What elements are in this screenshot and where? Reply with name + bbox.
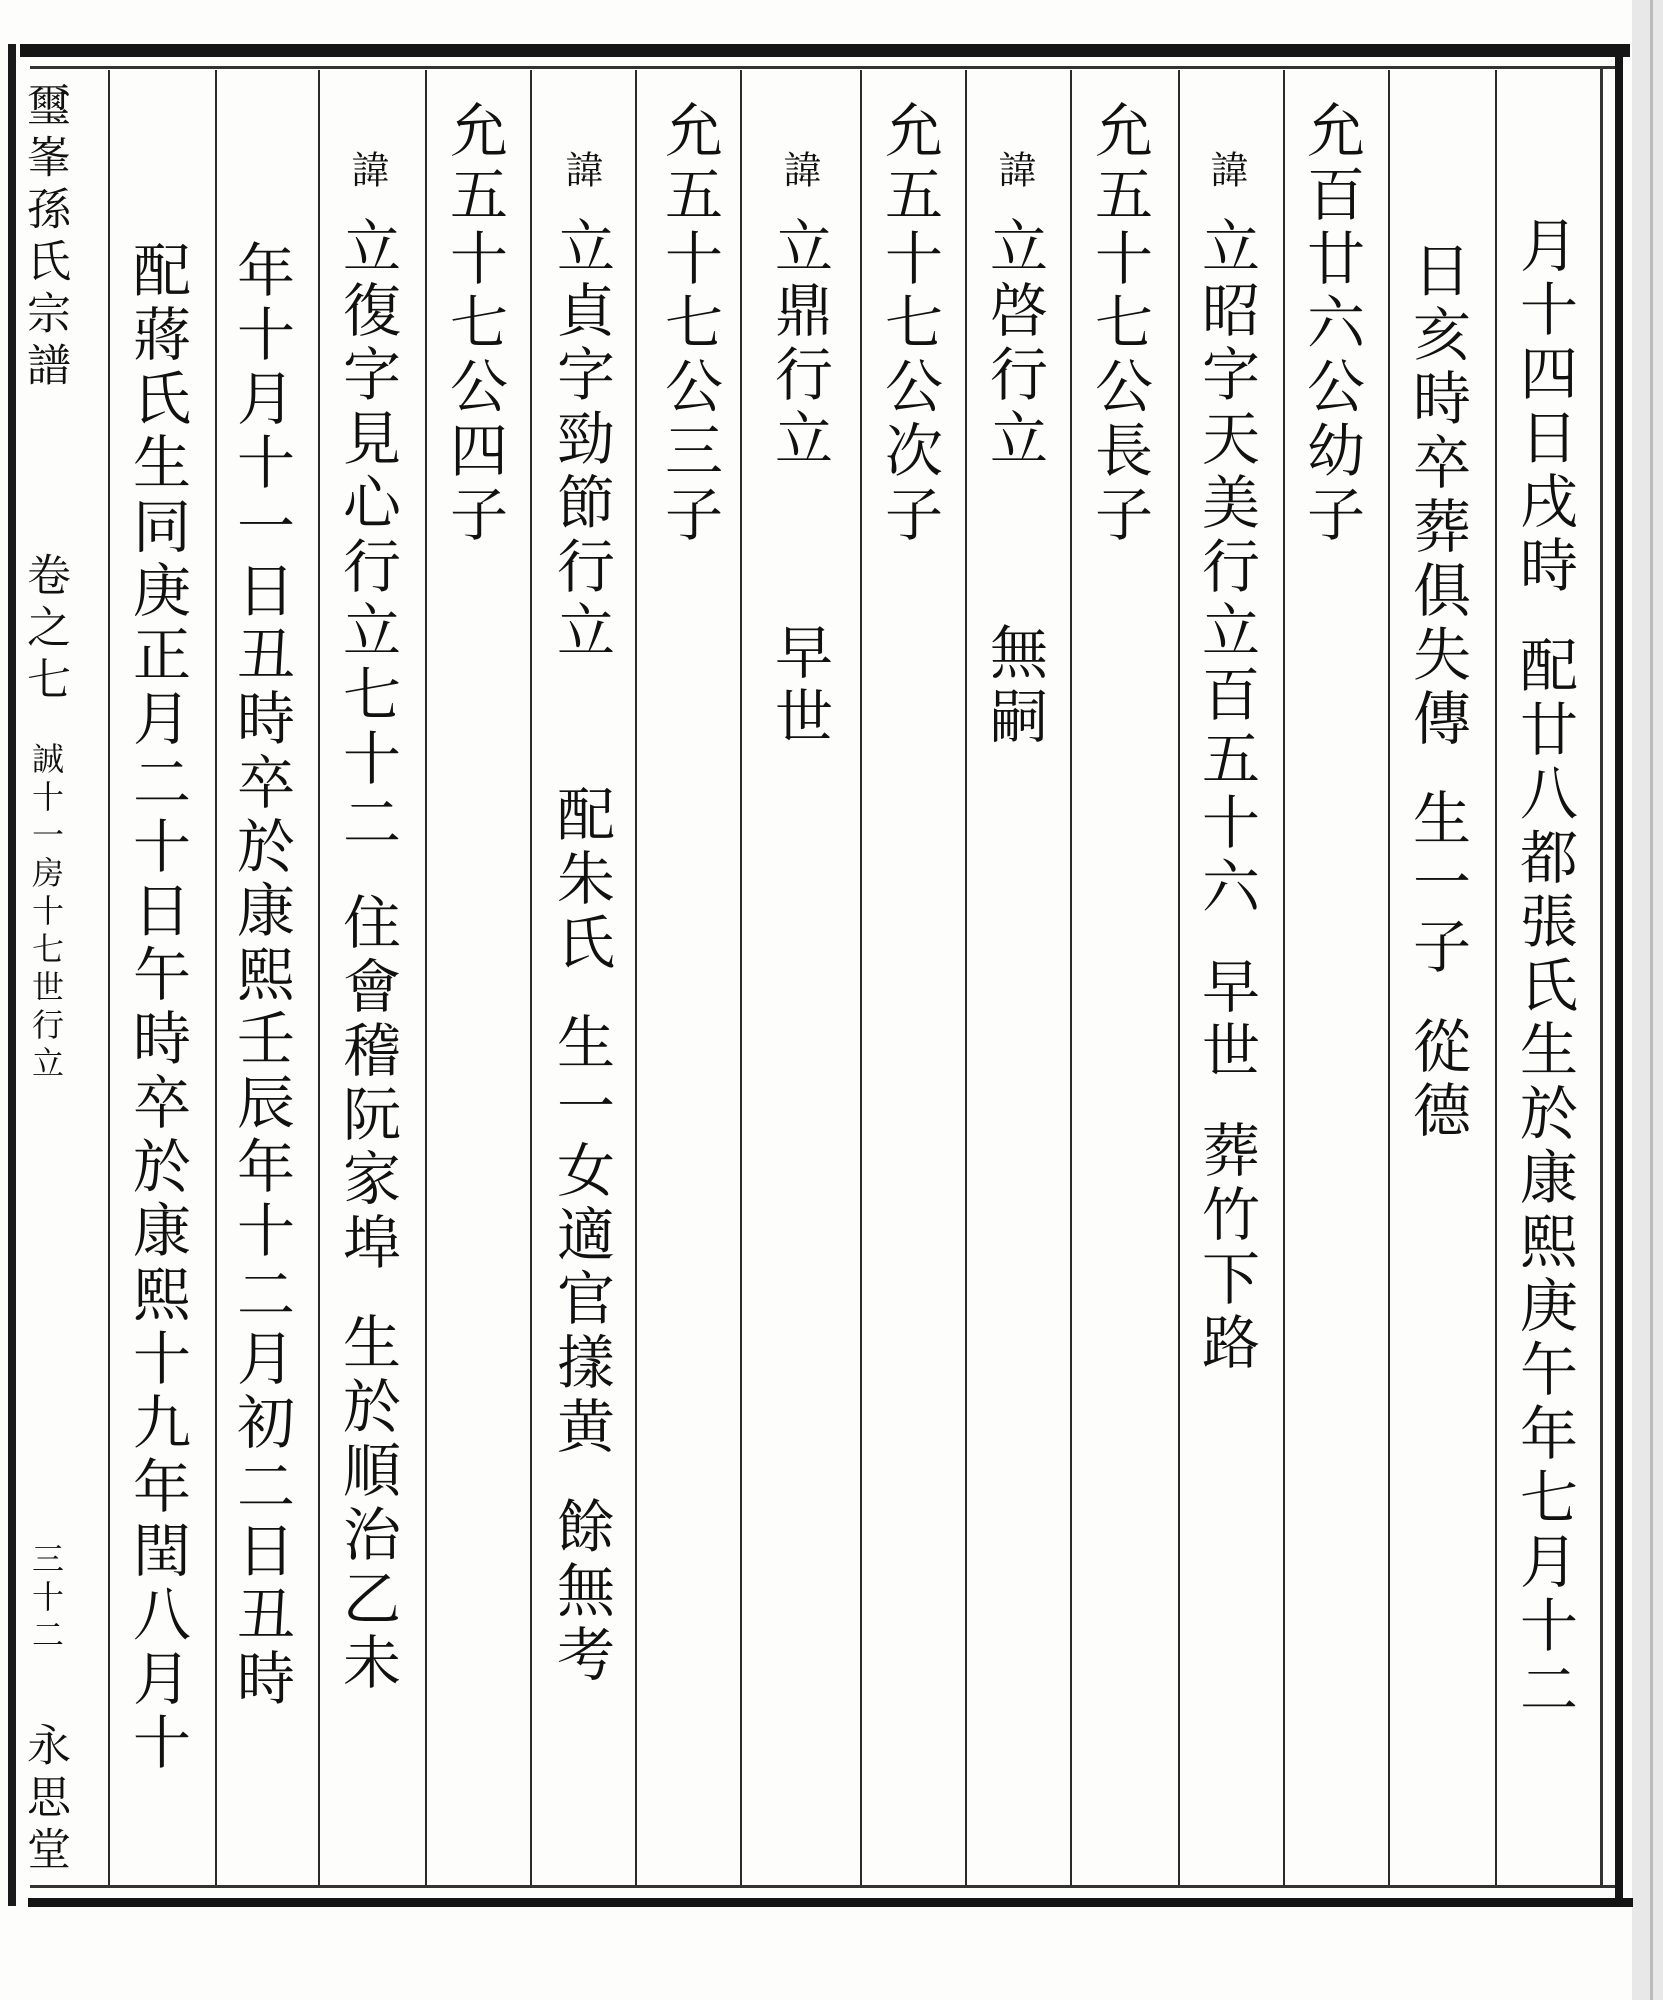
text-segment: 從德 (1403, 1016, 1471, 1144)
text-column-13: 年十月十一日丑時卒於康熙壬辰年十二月初二日丑時 (227, 240, 295, 1712)
frame-bottom-border (28, 1898, 1633, 1907)
text-column-5: 允五十七公長子 (1085, 100, 1153, 548)
margin-title: 璽峯孫氏宗譜 (19, 82, 70, 394)
column-rule (425, 70, 427, 1885)
column-rule (1495, 70, 1497, 1885)
taboo-name-marker: 諱 (992, 150, 1036, 202)
text-segment: 字天美行立百五十六 (1192, 344, 1260, 920)
text-segment: 無嗣 (980, 622, 1048, 750)
text-segment: 立復 (333, 216, 401, 344)
taboo-name-marker: 諱 (345, 150, 389, 202)
column-rule (635, 70, 637, 1885)
column-rule (318, 70, 320, 1885)
text-segment: 餘無考 (547, 1496, 615, 1688)
text-segment: 早世 (765, 622, 833, 750)
frame-left-border (8, 44, 16, 1906)
text-column-3: 允百廿六公幼子 (1297, 100, 1365, 548)
frame-right-inner-border (1600, 66, 1603, 1886)
frame-right-border (1615, 44, 1623, 1906)
text-segment: 字勁節行立 (547, 344, 615, 664)
text-segment: 葬竹下路 (1192, 1120, 1260, 1376)
frame-bottom-inner-border (30, 1885, 1620, 1888)
text-column-4 (1192, 150, 1260, 1376)
margin-hall-name: 永思堂 (19, 1722, 70, 1878)
text-segment: 立啓行立 (980, 216, 1048, 472)
margin-strip (18, 82, 78, 1887)
column-rule (740, 70, 742, 1885)
text-segment: 生一子 (1403, 788, 1471, 980)
text-segment: 住會稽阮家埠 (333, 892, 401, 1276)
text-column-11: 允五十七公四子 (440, 100, 508, 548)
margin-page-number: 三十二 (27, 1542, 65, 1656)
text-segment: 立昭 (1192, 216, 1260, 344)
taboo-name-marker: 諱 (1204, 150, 1248, 202)
text-column-2 (1403, 240, 1471, 1144)
text-column-9: 允五十七公三子 (655, 100, 723, 548)
text-segment: 立鼎行立 (765, 216, 833, 472)
column-rule (965, 70, 967, 1885)
frame-top-inner-border (30, 66, 1620, 69)
text-column-12 (333, 150, 401, 1696)
margin-volume: 卷之七 (19, 552, 70, 708)
text-segment: 配廿八都張氏生於康熙庚午年七月十二 (1510, 635, 1578, 1723)
text-segment: 生於順治乙未 (333, 1312, 401, 1696)
text-column-14: 配蔣氏生同庚正月二十日午時卒於康熙十九年閏八月十 (123, 240, 191, 1776)
column-rule (108, 70, 110, 1885)
text-column-6 (980, 150, 1048, 750)
text-column-8 (765, 150, 833, 750)
text-segment: 月十四日戌時 (1510, 215, 1578, 599)
column-rule (1178, 70, 1180, 1885)
column-rule (860, 70, 862, 1885)
text-segment: 日亥時卒葬俱失傳 (1403, 240, 1471, 752)
text-column-10 (547, 150, 615, 1688)
column-rule (1388, 70, 1390, 1885)
taboo-name-marker: 諱 (559, 150, 603, 202)
text-segment: 字見心行立七十二 (333, 344, 401, 856)
taboo-name-marker: 諱 (777, 150, 821, 202)
text-segment: 生一女適官㨾黄 (547, 1012, 615, 1460)
text-column-1 (1510, 215, 1578, 1723)
column-rule (1283, 70, 1285, 1885)
text-segment: 立貞 (547, 216, 615, 344)
page-edge (1632, 0, 1663, 2000)
column-rule (530, 70, 532, 1885)
text-segment: 配朱氏 (547, 784, 615, 976)
text-segment: 早世 (1192, 956, 1260, 1084)
text-column-7: 允五十七公次子 (875, 100, 943, 548)
page-edge-line (1650, 0, 1653, 2000)
margin-generation: 誠十一房十七世行立 (27, 742, 65, 1084)
column-rule (1070, 70, 1072, 1885)
frame-top-border (20, 44, 1630, 57)
column-rule (215, 70, 217, 1885)
